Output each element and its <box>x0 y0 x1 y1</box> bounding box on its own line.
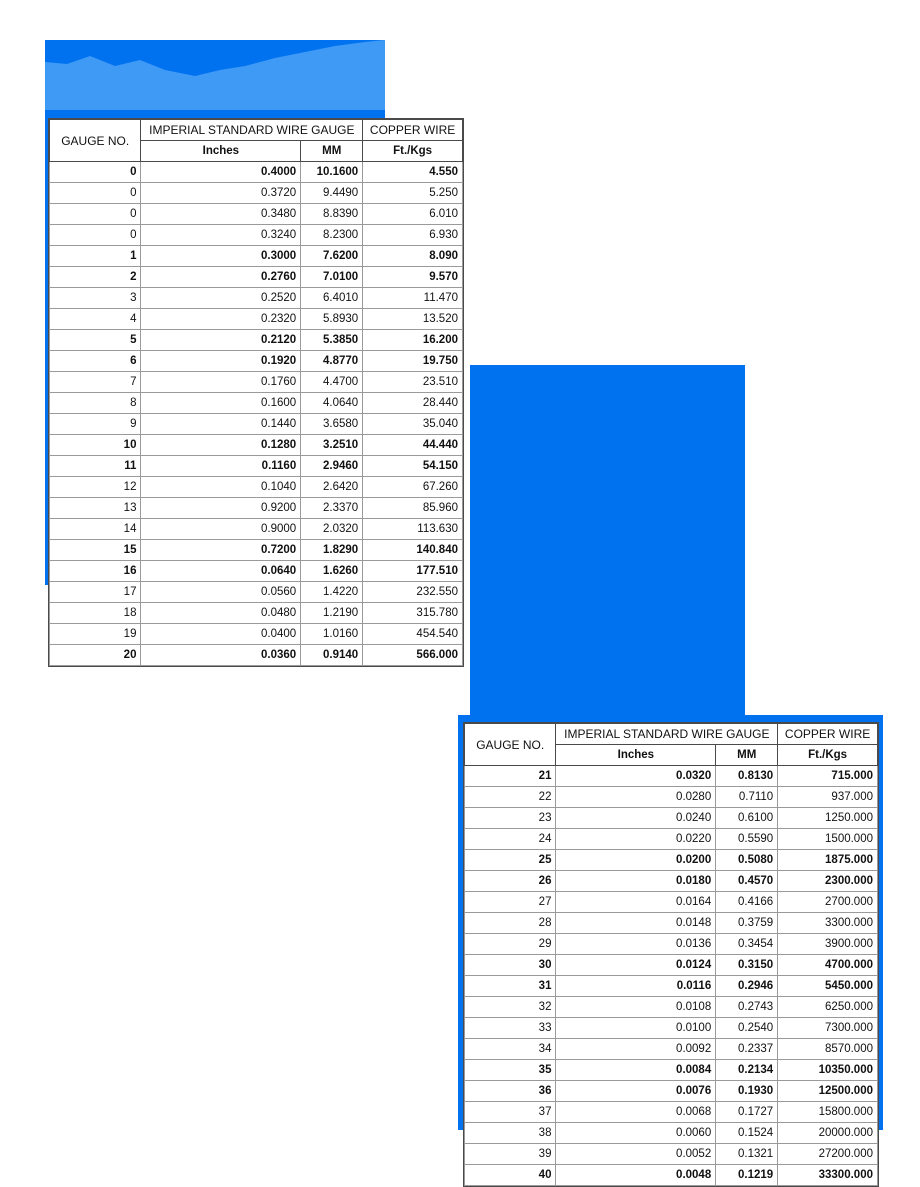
cell-ftkgs: 315.780 <box>363 603 463 624</box>
cell-inches: 0.0280 <box>556 787 716 808</box>
cell-inches: 0.1160 <box>141 456 301 477</box>
table-row <box>465 1060 878 1081</box>
cell-inches: 0.0164 <box>556 892 716 913</box>
cell-inches: 0.0148 <box>556 913 716 934</box>
cell-mm: 4.8770 <box>301 351 363 372</box>
cell-ftkgs: 10350.000 <box>778 1060 878 1081</box>
table-row <box>50 393 463 414</box>
cell-mm: 0.6100 <box>716 808 778 829</box>
table-row <box>50 603 463 624</box>
cell-inches: 0.0136 <box>556 934 716 955</box>
table-row <box>465 892 878 913</box>
cell-ftkgs: 11.470 <box>363 288 463 309</box>
cell-mm: 1.8290 <box>301 540 363 561</box>
cell-ftkgs: 27200.000 <box>778 1144 878 1165</box>
cell-gauge-no: 21 <box>465 766 556 787</box>
cell-inches: 0.0060 <box>556 1123 716 1144</box>
table-row <box>50 204 463 225</box>
cell-ftkgs: 937.000 <box>778 787 878 808</box>
header-ftkgs: Ft./Kgs <box>363 141 463 162</box>
cell-mm: 8.8390 <box>301 204 363 225</box>
cell-ftkgs: 566.000 <box>363 645 463 666</box>
table-row <box>465 787 878 808</box>
table-row <box>50 372 463 393</box>
cell-ftkgs: 8.090 <box>363 246 463 267</box>
cell-inches: 0.0100 <box>556 1018 716 1039</box>
table-row <box>465 1102 878 1123</box>
table-row <box>465 1165 878 1186</box>
header-inches: Inches <box>141 141 301 162</box>
cell-inches: 0.0092 <box>556 1039 716 1060</box>
cell-inches: 0.0048 <box>556 1165 716 1186</box>
cell-ftkgs: 67.260 <box>363 477 463 498</box>
header-gauge-no: GAUGE NO. <box>50 120 141 162</box>
cell-inches: 0.0200 <box>556 850 716 871</box>
header-ftkgs: Ft./Kgs <box>778 745 878 766</box>
cell-ftkgs: 113.630 <box>363 519 463 540</box>
table-body <box>50 162 463 666</box>
header-copper: COPPER WIRE <box>363 120 463 141</box>
header-mm: MM <box>716 745 778 766</box>
cell-inches: 0.0076 <box>556 1081 716 1102</box>
header-mm: MM <box>301 141 363 162</box>
table-row <box>50 498 463 519</box>
cell-gauge-no: 17 <box>50 582 141 603</box>
cell-inches: 0.0124 <box>556 955 716 976</box>
cell-ftkgs: 16.200 <box>363 330 463 351</box>
cell-gauge-no: 8 <box>50 393 141 414</box>
cell-gauge-no: 1 <box>50 246 141 267</box>
cell-mm: 8.2300 <box>301 225 363 246</box>
cell-mm: 1.2190 <box>301 603 363 624</box>
cell-mm: 3.6580 <box>301 414 363 435</box>
cell-gauge-no: 4 <box>50 309 141 330</box>
cell-inches: 0.2760 <box>141 267 301 288</box>
table-row <box>465 1018 878 1039</box>
cell-ftkgs: 7300.000 <box>778 1018 878 1039</box>
cell-inches: 0.2320 <box>141 309 301 330</box>
cell-ftkgs: 715.000 <box>778 766 878 787</box>
cell-gauge-no: 28 <box>465 913 556 934</box>
table-row <box>50 330 463 351</box>
cell-ftkgs: 232.550 <box>363 582 463 603</box>
cell-mm: 0.9140 <box>301 645 363 666</box>
cell-ftkgs: 3300.000 <box>778 913 878 934</box>
cell-ftkgs: 4700.000 <box>778 955 878 976</box>
cell-mm: 0.4570 <box>716 871 778 892</box>
wire-gauge-table-2 <box>463 722 879 1187</box>
cell-mm: 10.1600 <box>301 162 363 183</box>
table-row <box>50 624 463 645</box>
cell-mm: 0.2743 <box>716 997 778 1018</box>
cell-mm: 1.6260 <box>301 561 363 582</box>
cell-gauge-no: 24 <box>465 829 556 850</box>
cell-mm: 0.5590 <box>716 829 778 850</box>
cell-inches: 0.0320 <box>556 766 716 787</box>
cell-gauge-no: 40 <box>465 1165 556 1186</box>
cell-inches: 0.0220 <box>556 829 716 850</box>
cell-gauge-no: 0 <box>50 183 141 204</box>
cell-mm: 0.1930 <box>716 1081 778 1102</box>
cell-inches: 0.1040 <box>141 477 301 498</box>
cell-inches: 0.0108 <box>556 997 716 1018</box>
cell-mm: 1.4220 <box>301 582 363 603</box>
cell-mm: 0.3759 <box>716 913 778 934</box>
cell-mm: 3.2510 <box>301 435 363 456</box>
table-row <box>50 288 463 309</box>
cell-inches: 0.3000 <box>141 246 301 267</box>
table-row <box>50 519 463 540</box>
cell-inches: 0.1440 <box>141 414 301 435</box>
cell-ftkgs: 85.960 <box>363 498 463 519</box>
cell-ftkgs: 1500.000 <box>778 829 878 850</box>
cell-ftkgs: 140.840 <box>363 540 463 561</box>
table-row <box>50 162 463 183</box>
table-body <box>465 766 878 1186</box>
cell-mm: 9.4490 <box>301 183 363 204</box>
cell-ftkgs: 8570.000 <box>778 1039 878 1060</box>
wire-gauge-table-1 <box>48 118 464 667</box>
cell-gauge-no: 15 <box>50 540 141 561</box>
cell-ftkgs: 5450.000 <box>778 976 878 997</box>
cell-inches: 0.9200 <box>141 498 301 519</box>
cell-gauge-no: 30 <box>465 955 556 976</box>
table-row <box>50 435 463 456</box>
table-row <box>465 766 878 787</box>
cell-gauge-no: 23 <box>465 808 556 829</box>
cell-ftkgs: 3900.000 <box>778 934 878 955</box>
table-header-row <box>50 120 463 141</box>
cell-inches: 0.0400 <box>141 624 301 645</box>
cell-gauge-no: 12 <box>50 477 141 498</box>
table-row <box>465 955 878 976</box>
cell-ftkgs: 20000.000 <box>778 1123 878 1144</box>
cell-inches: 0.1280 <box>141 435 301 456</box>
cell-ftkgs: 6.930 <box>363 225 463 246</box>
gauge-table <box>49 119 463 666</box>
cell-mm: 0.1727 <box>716 1102 778 1123</box>
cell-gauge-no: 0 <box>50 162 141 183</box>
cell-inches: 0.0068 <box>556 1102 716 1123</box>
cell-ftkgs: 6.010 <box>363 204 463 225</box>
cell-inches: 0.0240 <box>556 808 716 829</box>
cell-gauge-no: 29 <box>465 934 556 955</box>
cell-inches: 0.0052 <box>556 1144 716 1165</box>
cell-inches: 0.1760 <box>141 372 301 393</box>
cell-mm: 0.2337 <box>716 1039 778 1060</box>
cell-gauge-no: 32 <box>465 997 556 1018</box>
table-row <box>50 477 463 498</box>
cell-gauge-no: 5 <box>50 330 141 351</box>
cell-inches: 0.0480 <box>141 603 301 624</box>
cell-ftkgs: 5.250 <box>363 183 463 204</box>
cell-inches: 0.3240 <box>141 225 301 246</box>
cell-gauge-no: 22 <box>465 787 556 808</box>
cell-gauge-no: 35 <box>465 1060 556 1081</box>
cell-mm: 0.1321 <box>716 1144 778 1165</box>
cell-inches: 0.2520 <box>141 288 301 309</box>
cell-gauge-no: 3 <box>50 288 141 309</box>
header-imperial: IMPERIAL STANDARD WIRE GAUGE <box>141 120 363 141</box>
cell-ftkgs: 2700.000 <box>778 892 878 913</box>
cell-inches: 0.0084 <box>556 1060 716 1081</box>
cell-mm: 0.3150 <box>716 955 778 976</box>
cell-inches: 0.1920 <box>141 351 301 372</box>
table-row <box>50 561 463 582</box>
table-row <box>465 976 878 997</box>
cell-gauge-no: 6 <box>50 351 141 372</box>
header-copper: COPPER WIRE <box>778 724 878 745</box>
cell-gauge-no: 2 <box>50 267 141 288</box>
header-imperial: IMPERIAL STANDARD WIRE GAUGE <box>556 724 778 745</box>
cell-mm: 6.4010 <box>301 288 363 309</box>
cell-mm: 2.3370 <box>301 498 363 519</box>
table-row <box>50 351 463 372</box>
cell-mm: 7.6200 <box>301 246 363 267</box>
table-row <box>465 850 878 871</box>
accent-block-middle <box>470 365 745 720</box>
cell-mm: 0.3454 <box>716 934 778 955</box>
table-row <box>465 997 878 1018</box>
cell-ftkgs: 1875.000 <box>778 850 878 871</box>
table-row <box>465 913 878 934</box>
cell-mm: 0.1524 <box>716 1123 778 1144</box>
cell-mm: 0.5080 <box>716 850 778 871</box>
cell-ftkgs: 177.510 <box>363 561 463 582</box>
cell-inches: 0.3720 <box>141 183 301 204</box>
cell-mm: 4.4700 <box>301 372 363 393</box>
cell-mm: 5.3850 <box>301 330 363 351</box>
table-row <box>50 267 463 288</box>
table-row <box>50 540 463 561</box>
gauge-table <box>464 723 878 1186</box>
cell-gauge-no: 26 <box>465 871 556 892</box>
table-row <box>465 1123 878 1144</box>
table-row <box>465 829 878 850</box>
cell-ftkgs: 15800.000 <box>778 1102 878 1123</box>
cell-mm: 0.4166 <box>716 892 778 913</box>
cell-gauge-no: 18 <box>50 603 141 624</box>
cell-mm: 0.7110 <box>716 787 778 808</box>
cell-gauge-no: 14 <box>50 519 141 540</box>
cell-ftkgs: 35.040 <box>363 414 463 435</box>
table-row <box>465 1039 878 1060</box>
cell-ftkgs: 1250.000 <box>778 808 878 829</box>
table-row <box>50 414 463 435</box>
cell-mm: 4.0640 <box>301 393 363 414</box>
cell-mm: 0.2946 <box>716 976 778 997</box>
table-row <box>50 183 463 204</box>
cell-gauge-no: 9 <box>50 414 141 435</box>
cell-gauge-no: 0 <box>50 204 141 225</box>
cell-gauge-no: 11 <box>50 456 141 477</box>
cell-mm: 2.6420 <box>301 477 363 498</box>
header-gauge-no: GAUGE NO. <box>465 724 556 766</box>
cell-ftkgs: 19.750 <box>363 351 463 372</box>
table-row <box>465 871 878 892</box>
cell-ftkgs: 12500.000 <box>778 1081 878 1102</box>
cell-gauge-no: 36 <box>465 1081 556 1102</box>
wave-decoration <box>45 40 385 110</box>
cell-ftkgs: 9.570 <box>363 267 463 288</box>
table-header-row <box>465 724 878 745</box>
cell-mm: 1.0160 <box>301 624 363 645</box>
cell-gauge-no: 7 <box>50 372 141 393</box>
table-row <box>465 1081 878 1102</box>
cell-inches: 0.1600 <box>141 393 301 414</box>
cell-mm: 2.9460 <box>301 456 363 477</box>
cell-ftkgs: 6250.000 <box>778 997 878 1018</box>
cell-inches: 0.9000 <box>141 519 301 540</box>
cell-gauge-no: 25 <box>465 850 556 871</box>
table-row <box>50 456 463 477</box>
table-row <box>50 582 463 603</box>
cell-gauge-no: 0 <box>50 225 141 246</box>
cell-gauge-no: 19 <box>50 624 141 645</box>
cell-gauge-no: 16 <box>50 561 141 582</box>
table-row <box>465 934 878 955</box>
cell-gauge-no: 31 <box>465 976 556 997</box>
cell-ftkgs: 2300.000 <box>778 871 878 892</box>
table-row <box>50 225 463 246</box>
cell-mm: 7.0100 <box>301 267 363 288</box>
cell-ftkgs: 13.520 <box>363 309 463 330</box>
cell-inches: 0.3480 <box>141 204 301 225</box>
cell-gauge-no: 10 <box>50 435 141 456</box>
cell-inches: 0.7200 <box>141 540 301 561</box>
cell-mm: 0.1219 <box>716 1165 778 1186</box>
cell-mm: 0.2134 <box>716 1060 778 1081</box>
cell-gauge-no: 27 <box>465 892 556 913</box>
cell-ftkgs: 54.150 <box>363 456 463 477</box>
cell-ftkgs: 23.510 <box>363 372 463 393</box>
cell-gauge-no: 33 <box>465 1018 556 1039</box>
cell-ftkgs: 4.550 <box>363 162 463 183</box>
cell-mm: 0.8130 <box>716 766 778 787</box>
cell-inches: 0.0560 <box>141 582 301 603</box>
cell-inches: 0.2120 <box>141 330 301 351</box>
cell-gauge-no: 13 <box>50 498 141 519</box>
cell-ftkgs: 33300.000 <box>778 1165 878 1186</box>
cell-gauge-no: 38 <box>465 1123 556 1144</box>
cell-inches: 0.0116 <box>556 976 716 997</box>
table-row <box>50 246 463 267</box>
cell-ftkgs: 28.440 <box>363 393 463 414</box>
cell-gauge-no: 39 <box>465 1144 556 1165</box>
table-row <box>465 808 878 829</box>
table-row <box>50 645 463 666</box>
cell-ftkgs: 44.440 <box>363 435 463 456</box>
cell-inches: 0.4000 <box>141 162 301 183</box>
table-row <box>465 1144 878 1165</box>
cell-mm: 5.8930 <box>301 309 363 330</box>
cell-inches: 0.0180 <box>556 871 716 892</box>
table-row <box>50 309 463 330</box>
cell-gauge-no: 37 <box>465 1102 556 1123</box>
header-inches: Inches <box>556 745 716 766</box>
cell-gauge-no: 20 <box>50 645 141 666</box>
cell-ftkgs: 454.540 <box>363 624 463 645</box>
cell-mm: 0.2540 <box>716 1018 778 1039</box>
cell-inches: 0.0640 <box>141 561 301 582</box>
cell-mm: 2.0320 <box>301 519 363 540</box>
cell-gauge-no: 34 <box>465 1039 556 1060</box>
cell-inches: 0.0360 <box>141 645 301 666</box>
